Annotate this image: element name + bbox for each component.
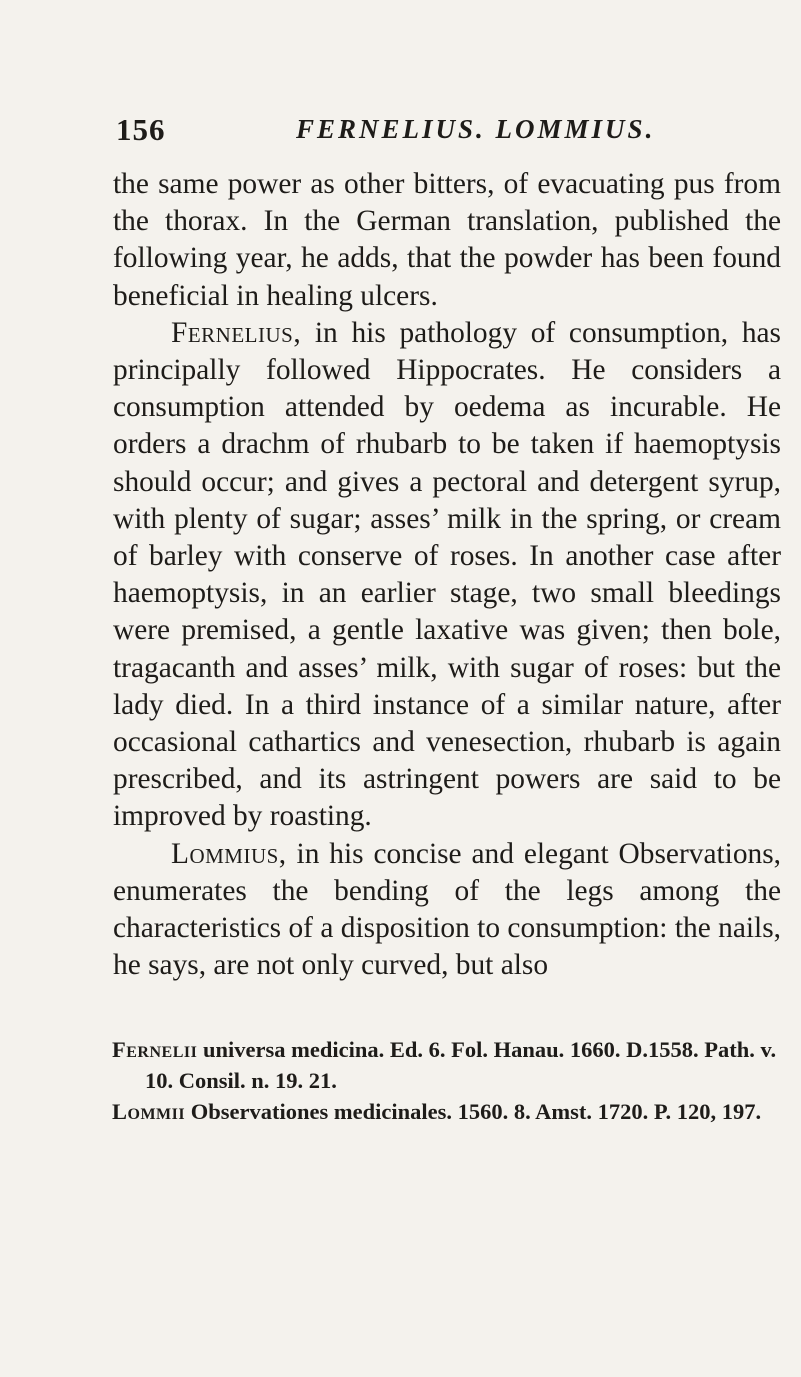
footnote-references: [112, 1034, 784, 1127]
paragraph-lommius: [113, 836, 781, 985]
running-head: FERNELIUS. LOMMIUS.: [296, 114, 656, 144]
paragraph-1: the same power as other bitters, of evacuating pus from the thorax. In the German translation, published the following year, he adds, that the powder has been found beneficial in healing ulcers.: [113, 168, 781, 312]
reference-lommii: [112, 1096, 784, 1127]
paragraph-fernelius: [113, 315, 781, 836]
reference-text: universa medicina. Ed. 6. Fol. Hanau. 1660. D.1558. Path. v. 10. Consil. n. 19. 21.: [145, 1037, 777, 1093]
reference-author: Fernelii: [112, 1037, 198, 1062]
paragraph-lommius-text: in his concise and elegant Observations, enumerates the bending of the legs among the characteristics of a disposition to consumption: the nails, he says, are not only curved, but also: [113, 837, 781, 982]
main-text: [113, 166, 781, 984]
page-number: 156: [116, 112, 166, 147]
author-name-lommius: Lommius,: [171, 837, 287, 870]
paragraph-fernelius-text: in his pathology of consumption, has principally followed Hippocrates. He considers a consumption attended by oedema as incurable. He orders a drachm of rhubarb to be taken if haemoptysis should occur; and gives a pectoral and detergent syrup, with plenty of sugar; asses’ milk in the spring, or cream of barley with conserve of roses. In another case after haemoptysis, in an earlier stage, two small bleedings were premised, a gentle laxative was given; then bole, tragacanth and asses’ milk, with sugar of roses: but the lady died. In a third instance of a similar nature, after occasional cathartics and venesection, rhubarb is again prescribed, and its astringent powers are said to be improved by roasting.: [113, 316, 781, 833]
author-name-fernelius: Fernelius,: [171, 316, 302, 349]
reference-author: Lommii: [112, 1099, 186, 1124]
reference-fernelii: [112, 1034, 784, 1096]
reference-text: Observationes medicinales. 1560. 8. Amst. 1720. P. 120, 197.: [185, 1099, 762, 1124]
page-header: [116, 112, 766, 152]
